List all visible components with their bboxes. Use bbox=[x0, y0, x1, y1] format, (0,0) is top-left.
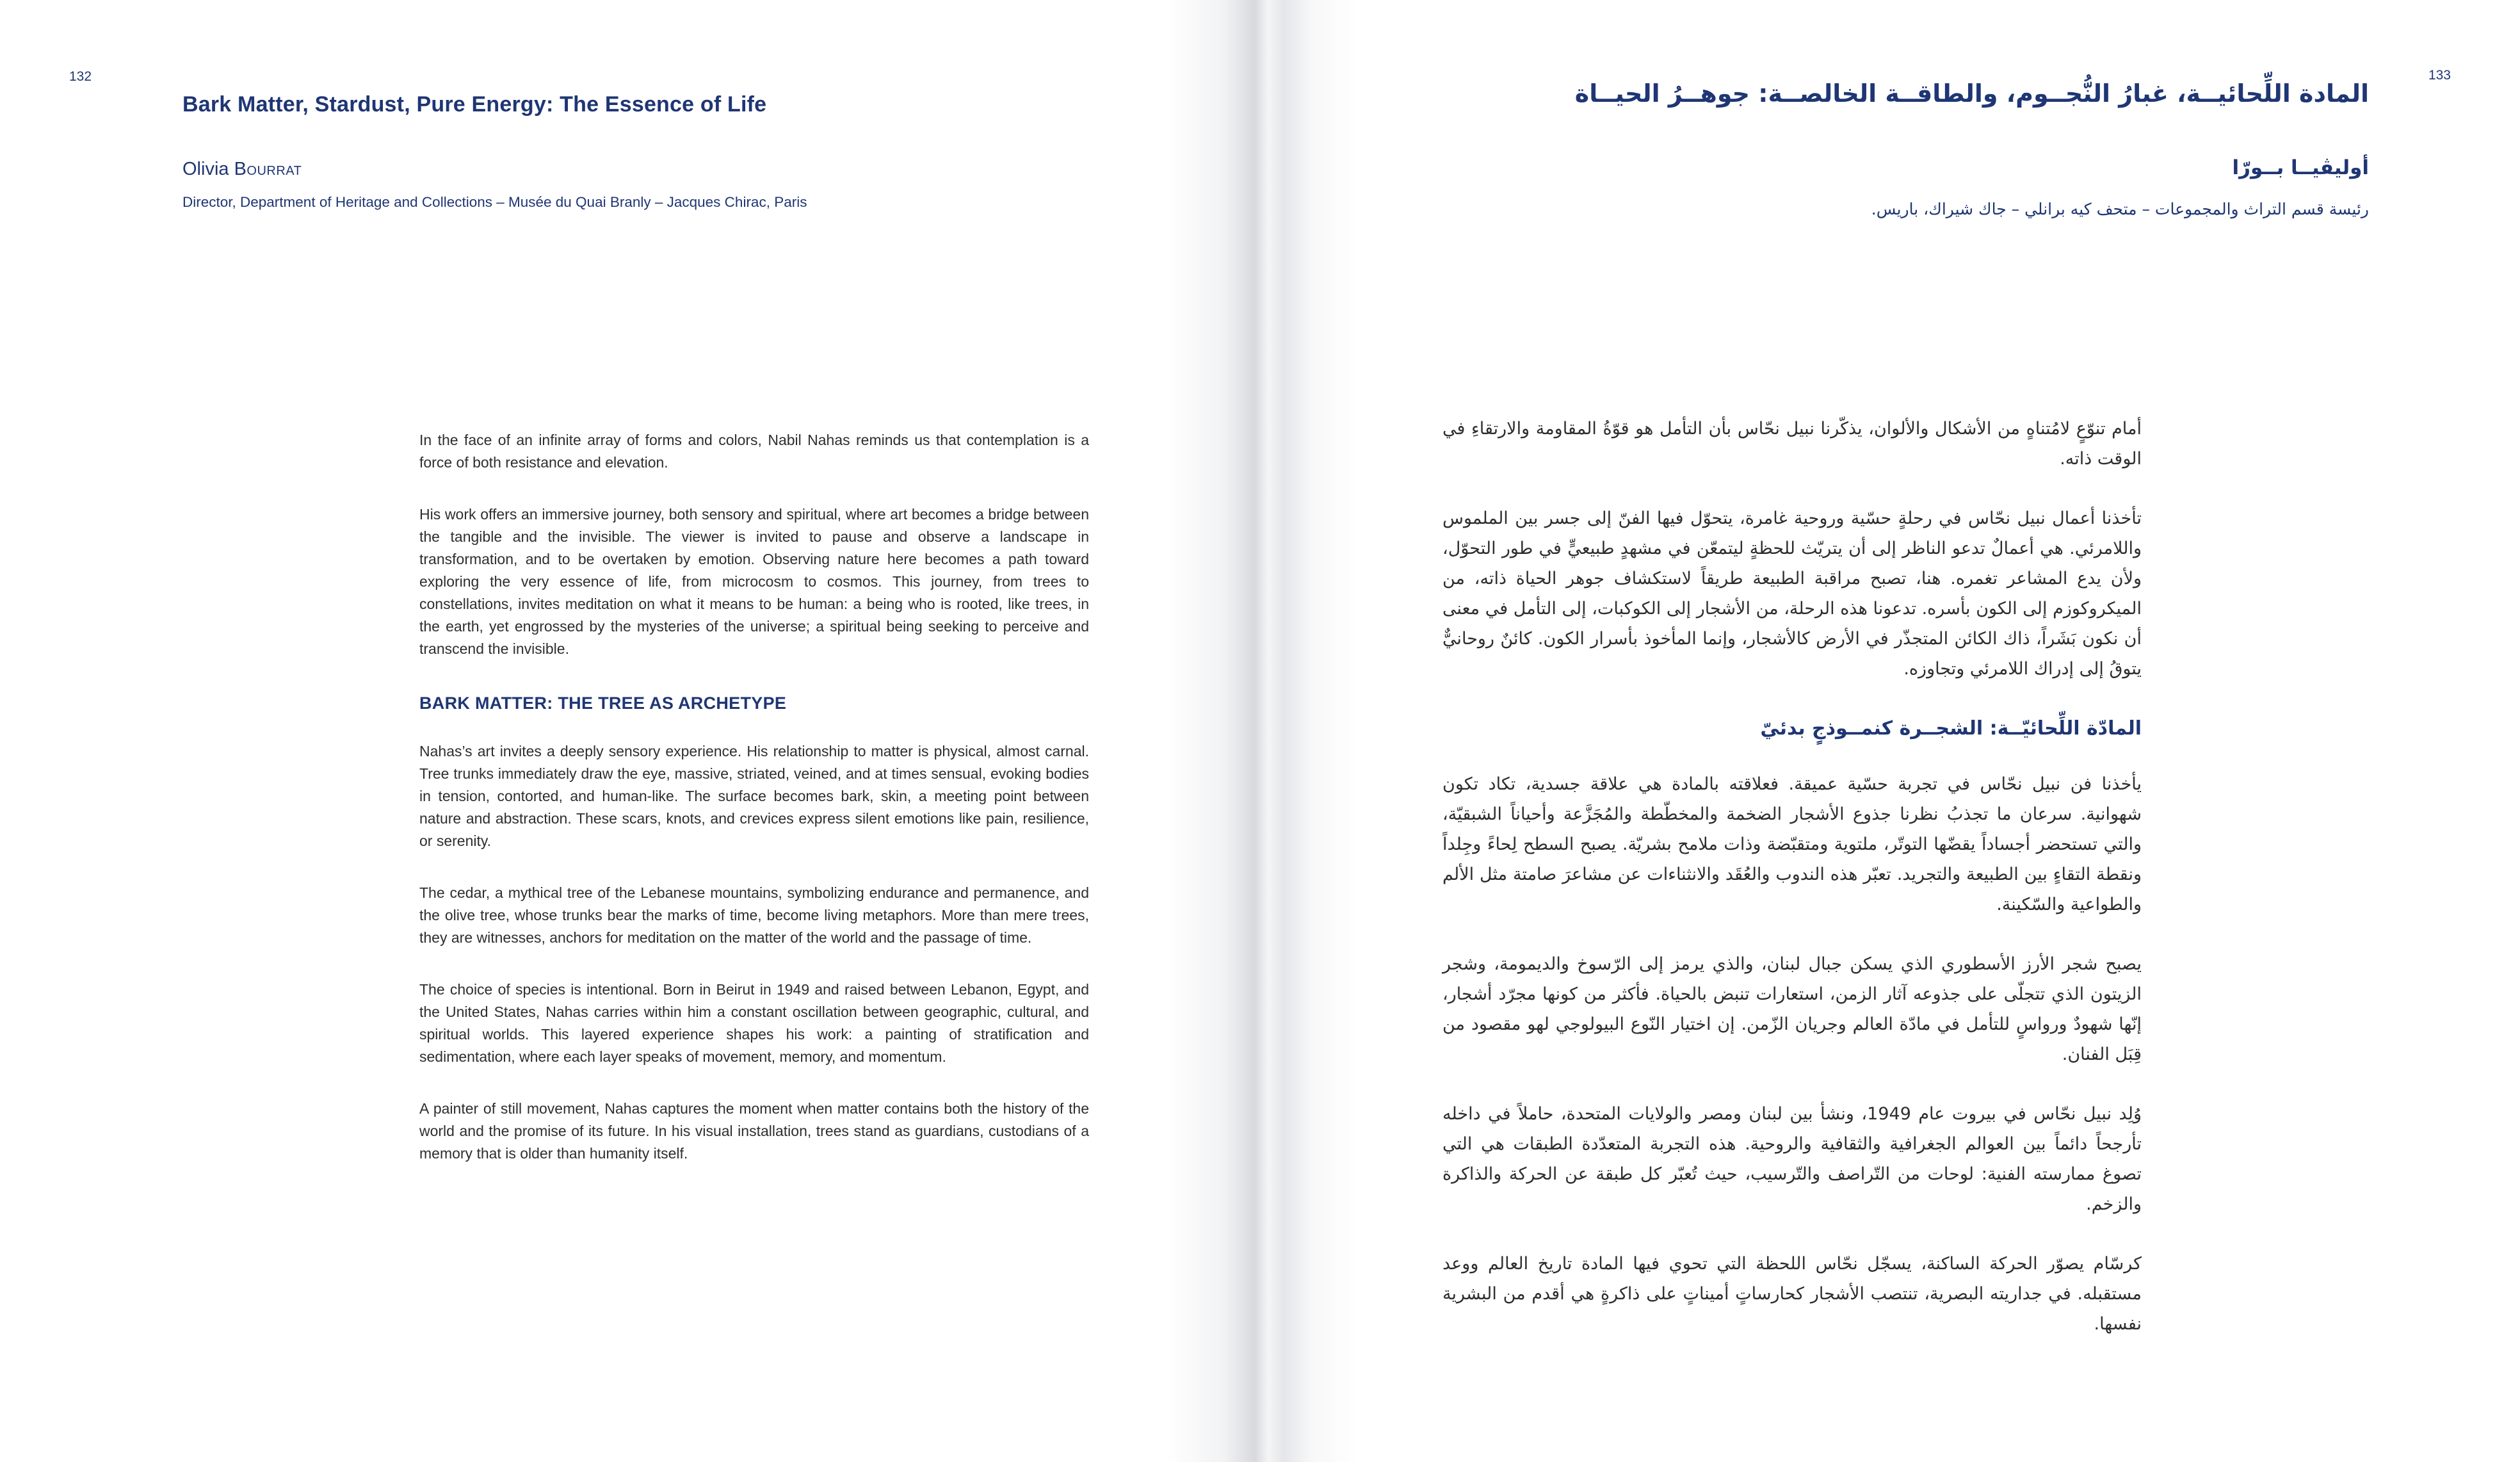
paragraph-en: Nahas’s art invites a deeply sensory experience. His relationship to matter is physical, almost carnal. Tree trunks immediately draw the eye, massive, striated, veined, and at times sensual, evoking bodies in tension, contorted, and human-like. The surface becomes bark, skin, a meeting point between nature and abstraction. These scars, knots, and crevices express silent emotions like pain, resilience, or serenity. bbox=[419, 743, 1089, 849]
paragraph-en: In the face of an infinite array of forms and colors, Nabil Nahas reminds us that contemplation is a force of both resistance and elevation. bbox=[419, 432, 1089, 471]
article-body-en bbox=[419, 429, 1089, 1194]
paragraph-ar: يصبح شجر الأرز الأسطوري الذي يسكن جبال لبنان، والذي يرمز إلى الرّسوخ والديمومة، وشجر الزيتون الذي تتجلّى على جذوعه آثار الزمن، استعارات تنبض بالحياة. فأكثر من كونها مجرّد أشجار، إنّها شهودٌ ورواسٍ للتأمل في مادّة العالم وجريان الزّمن. إن اختيار النّوع البيولوجي لهو مقصود من قِبَل الفنان. bbox=[1442, 954, 2142, 1064]
page-number-right: 133 bbox=[2428, 68, 2451, 83]
article-title-en: Bark Matter, Stardust, Pure Energy: The Essence of Life bbox=[182, 92, 767, 117]
paragraph-ar: يأخذنا فن نبيل نحّاس في تجربة حسّية عميقة. فعلاقته بالمادة هي علاقة جسدية، تكاد تكون شهوانية. سرعان ما تجذبُ نظرنا جذوع الأشجار الضخمة والمخطّطة والمُجَزَّعة وأحياناً الشبقيّة، والتي تستحضر أجساداً يقضّها التوتّر، ملتوية ومتقبّضة وذات ملامح بشريّة. يصبح السطح لِحاءً وجِلداً ونقطة التقاءٍ بين الطبيعة والتجريد. تعبّر هذه الندوب والعُقَد والانثناءات عن مشاعرَ صامتة مثل الألم والطواعية والسّكينة. bbox=[1442, 774, 2142, 914]
page-number-left: 132 bbox=[69, 69, 92, 84]
author-name-en bbox=[182, 159, 302, 180]
gutter-shadow bbox=[1167, 0, 1359, 1462]
paragraph-en: His work offers an immersive journey, both sensory and spiritual, where art becomes a bridge between the tangible and the invisible. The viewer is invited to pause and observe a landscape in transformation, and to be overtaken by emotion. Observing nature here becomes a path toward exploring the very essence of life, from microcosm to cosmos. This journey, from trees to constellations, invites meditation on what it means to be human: a being who is rooted, like trees, in the earth, yet engrossed by the mysteries of the universe; a spiritual being seeking to perceive and transcend the invisible. bbox=[419, 506, 1089, 657]
author-affiliation-en: Director, Department of Heritage and Collections – Musée du Quai Branly – Jacques Chirac, Paris bbox=[182, 194, 807, 210]
author-name-ar: أوليڤيــا بــورّا bbox=[2232, 156, 2369, 179]
paragraph-ar: كرسّام يصوّر الحركة الساكنة، يسجّل نحّاس اللحظة التي تحوي فيها المادة تاريخ العالم ووعد مستقبله. في جداريته البصرية، تنتصب الأشجار كحارساتٍ أميناتٍ على ذاكرةٍ هي أقدم من البشرية نفسها. bbox=[1442, 1254, 2142, 1334]
paragraph-en: The choice of species is intentional. Born in Beirut in 1949 and raised between Lebanon, Egypt, and the United States, Nahas carries within him a constant oscillation between geographic, cultural, and spiritual worlds. This layered experience shapes his work: a painting of stratification and sedimentation, where each layer speaks of movement, memory, and momentum. bbox=[419, 981, 1089, 1065]
author-family-name: Bourrat bbox=[234, 159, 302, 179]
paragraph-en: The cedar, a mythical tree of the Lebanese mountains, symbolizing endurance and permanence, and the olive tree, whose trunks bear the marks of time, become living metaphors. More than mere trees, they are witnesses, anchors for meditation on the matter of the world and the passage of time. bbox=[419, 884, 1089, 946]
author-given-name: Olivia bbox=[182, 159, 229, 179]
section-heading-en: BARK MATTER: THE TREE AS ARCHETYPE bbox=[419, 694, 787, 713]
article-title-ar: المادة اللِّحائيــة، غبارُ النُّجــوم، والطاقــة الخالصــة: جوهــرُ الحيــاة bbox=[1574, 79, 2369, 108]
section-heading-ar: المادّة اللِّحائيّــة: الشجــرة كنمــوذجٍ بدئيّ bbox=[1760, 717, 2142, 740]
article-body-ar bbox=[1442, 414, 2142, 1369]
paragraph-en: A painter of still movement, Nahas captures the moment when matter contains both the history of the world and the promise of its future. In his visual installation, trees stand as guardians, custodians of a memory that is older than humanity itself. bbox=[419, 1100, 1089, 1162]
paragraph-ar: وُلِد نبيل نحّاس في بيروت عام 1949، ونشأ بين لبنان ومصر والولايات المتحدة، حاملاً في داخله تأرجحاً دائماً بين العوالم الجغرافية والثقافية والروحية. هذه التجربة المتعدّدة الطبقات هي التي تصوغ ممارسته الفنية: لوحات من التّراصف والتّرسيب، حيث تُعبّر كل طبقة عن الحركة والذاكرة والزخم. bbox=[1442, 1104, 2142, 1214]
paragraph-ar: تأخذنا أعمال نبيل نحّاس في رحلةٍ حسّية وروحية غامرة، يتحوّل فيها الفنّ إلى جسر بين الملموس واللامرئي. هي أعمالٌ تدعو الناظر إلى أن يتريّث للحظةٍ ليتمعّن في مشهدٍ طبيعيٍّ في طور التحوّل، ولأن يدع المشاعر تغمره. هنا، تصبح مراقبة الطبيعة طريقاً لاستكشاف جوهر الحياة ذاته، من الميكروكوزم إلى الكون بأسره. تدعونا هذه الرحلة، من الأشجار إلى الكوكبات، إلى التأمل في معنى أن نكون بَشَراً، ذاك الكائن المتجذّر في الأرض كالأشجار، وإنما المأخوذ بأسرار الكون. كائنٌ روحانيٌّ يتوقُ إلى إدراك اللامرئي وتجاوزه. bbox=[1442, 508, 2142, 679]
paragraph-ar: أمام تنوّعٍ لامُتناهٍ من الأشكال والألوان، يذكّرنا نبيل نحّاس بأن التأمل هو قوّةُ المقاومة والارتقاءِ في الوقت ذاته. bbox=[1442, 419, 2142, 469]
author-affiliation-ar: رئيسة قسم التراث والمجموعات – متحف كيه برانلي – جاك شيراك، باريس. bbox=[1871, 200, 2369, 218]
